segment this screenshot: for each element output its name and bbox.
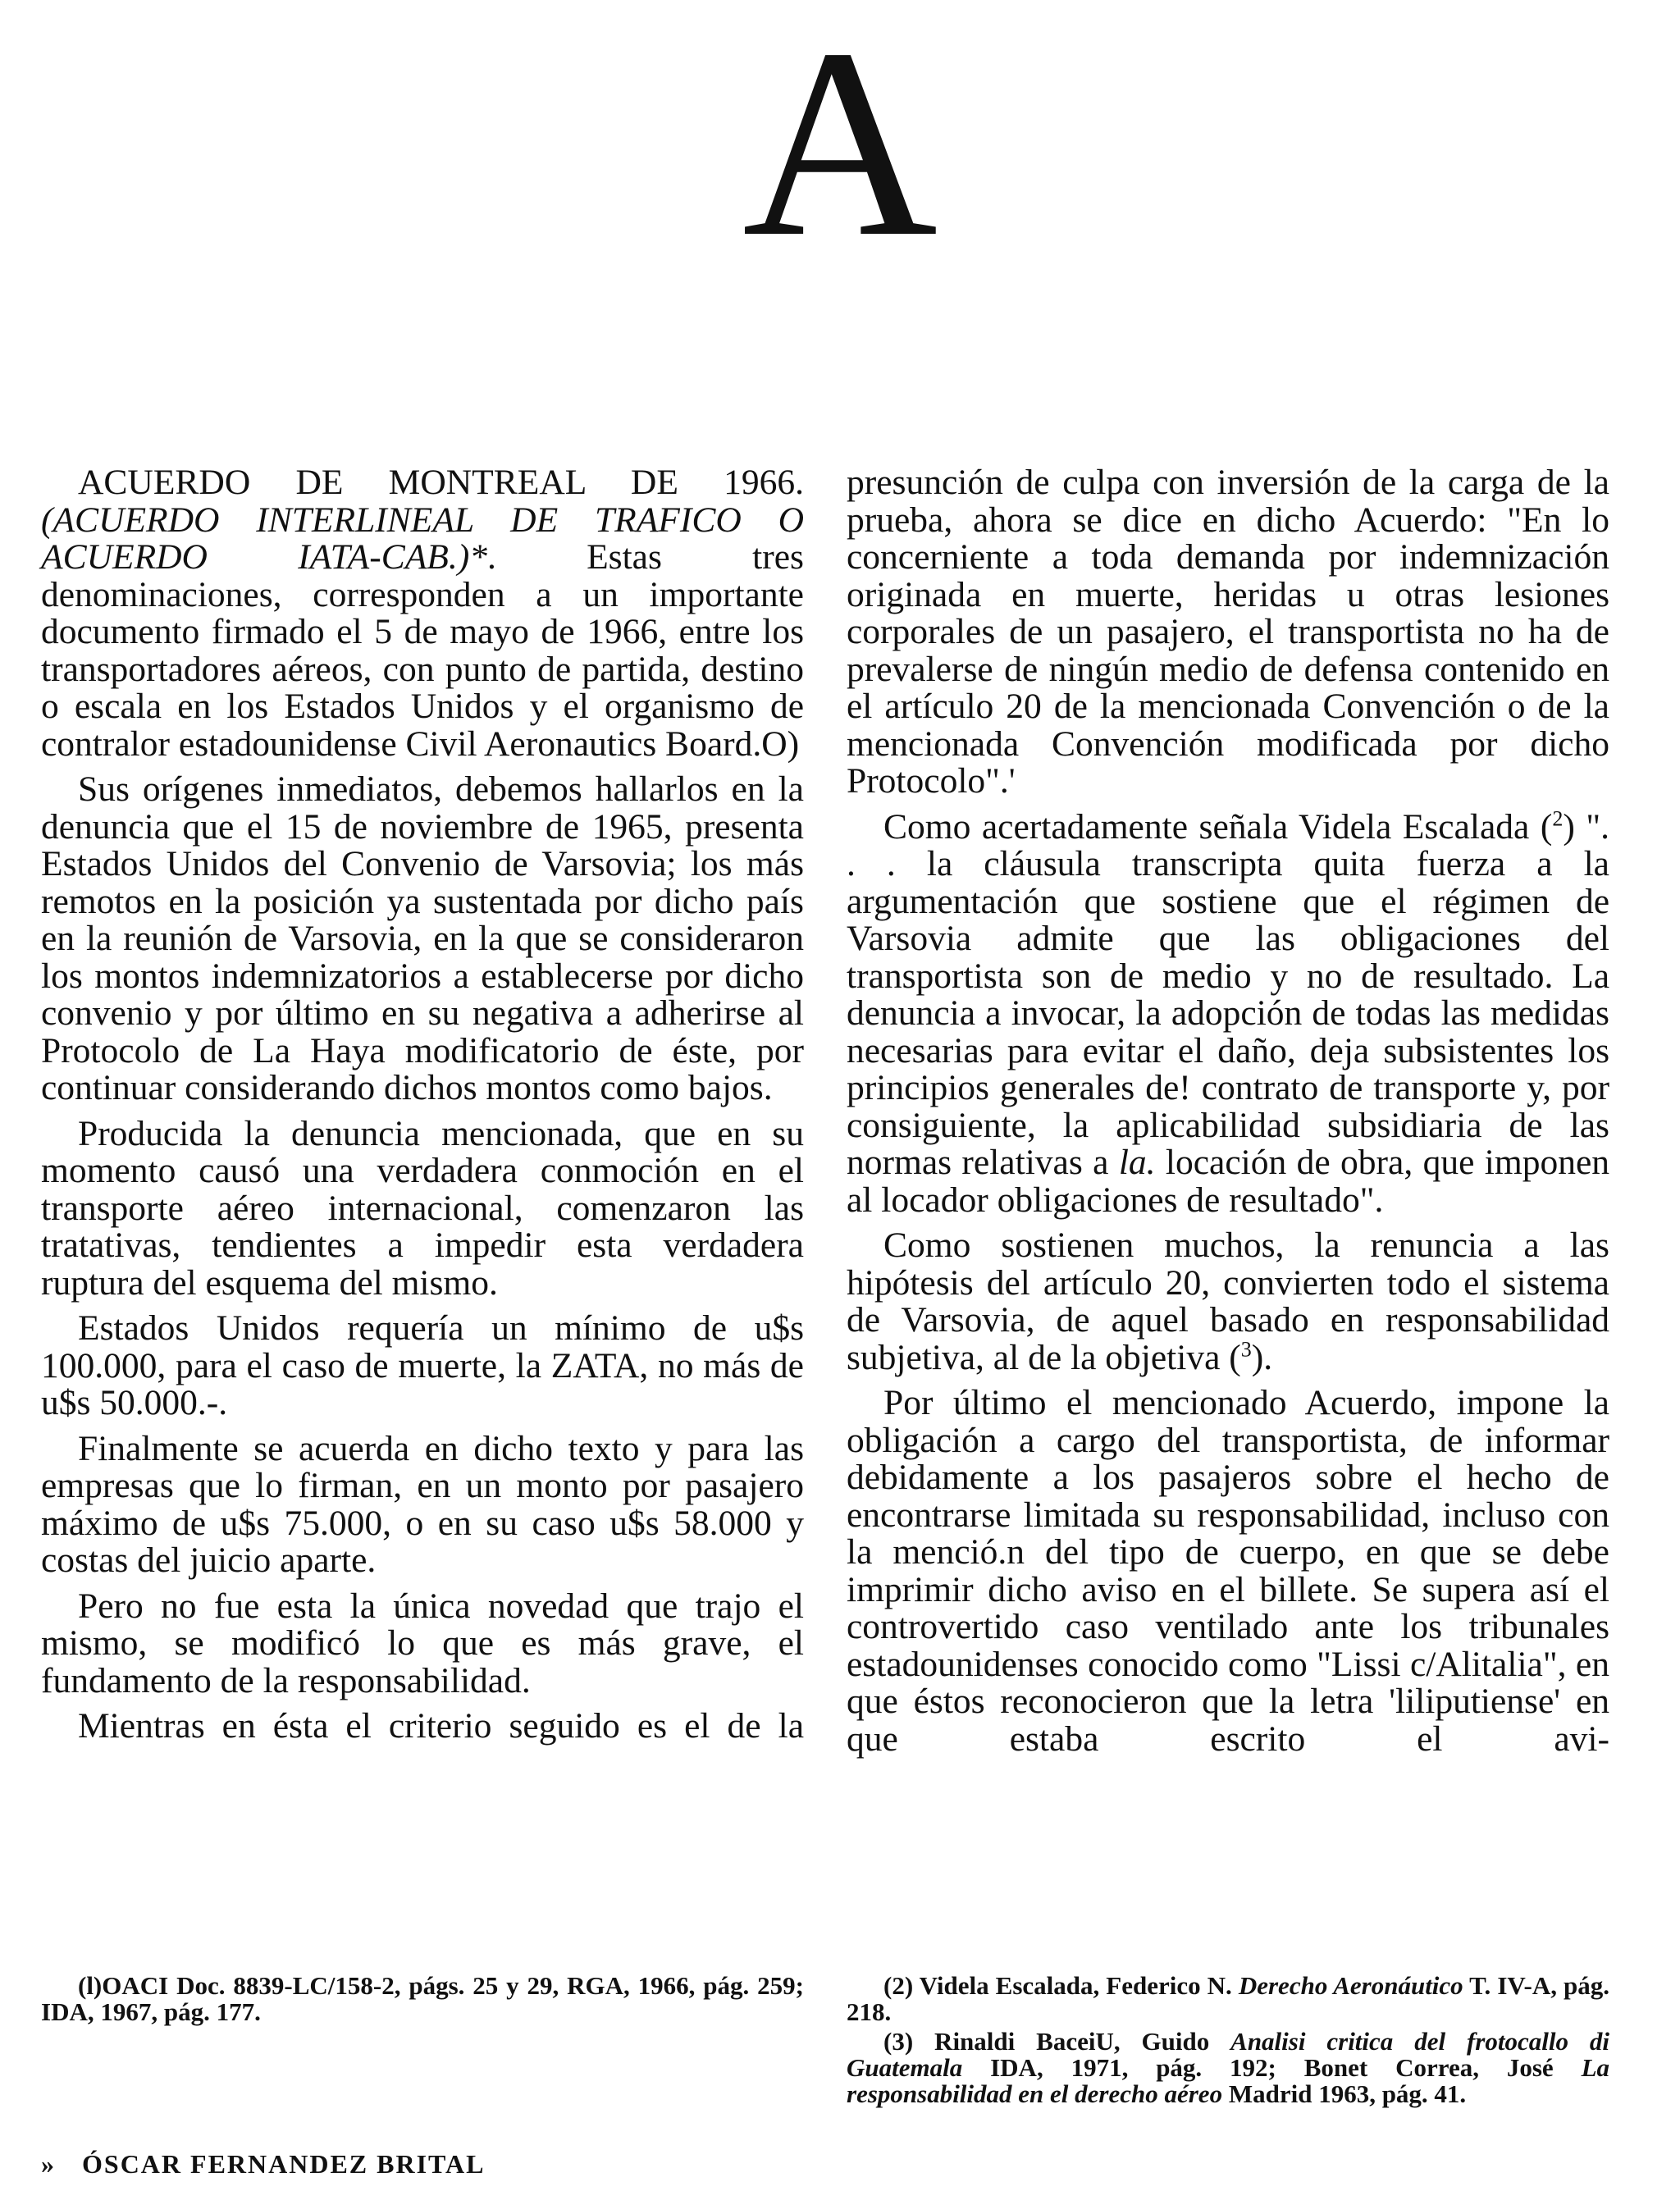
text-run: Como acertadamente señala Videla Escalada ( (883, 806, 1553, 847)
footnotes-left (41, 1973, 804, 2029)
entry-text: . Estas tres denominaciones, corresponden a un importante documento firmado el 5 de mayo de 1966, entre los transportadores aéreos, con punto de partida, destino o escala en los Estados Unidos y el organismo de contralor estadounidense Civil Aeronautics Board.O) (41, 537, 804, 764)
text-run: locación de obra, que imponen al locador obligaciones de resultado". (847, 1143, 1609, 1220)
text-run: ). (1251, 1337, 1273, 1377)
paragraph-videla (847, 806, 1609, 1220)
italic-run: Derecho Aeronáutico (1238, 1971, 1463, 2000)
footnote-1: (l)OACI Doc. 8839-LC/158-2, págs. 25 y 29, RGA, 1966, pág. 259; IDA, 1967, pág. 177. (41, 1971, 804, 2026)
paragraph-minimum: Estados Unidos requería un mínimo de u$s 100.000, para el caso de muerte, la ZATA, no más de u$s 50.000.-. (41, 1308, 804, 1422)
text-run: (2) Videla Escalada, Federico N. (883, 1971, 1239, 2000)
paragraph-origins: Sus orígenes inmediatos, debemos hallarlos en la denuncia que el 15 de noviembre de 1965, presenta Estados Unidos del Convenio de Varsovia; los más remotos en la posición ya sustentada por dicho país en la reunión de Varsovia, en la que se consideraron los montos indemnizatorios a establecerse por dicho convenio y por último en su negativa a adherirse al Protocolo de La Haya modificatorio de éste, por continuar considerando dichos montos como bajos. (41, 769, 804, 1107)
paragraph-obligacion: Por último el mencionado Acuerdo, impone la obligación a cargo del transportista, de informar debidamente a los pasajeros sobre el hecho de encontrarse limitada su responsabilidad, incluso con la menció.n del tipo de cuerpo, en que se debe imprimir dicho aviso en el billete. Se supera así el controvertido caso ventilado ante los tribunales estadounidenses conocido como "Lissi c/Alitalia", en que éstos reconocieron que la letra 'liliputiense' en que estaba escrito el avi- (847, 1383, 1609, 1759)
paragraph-criterio: Mientras en ésta el criterio seguido es el de la (78, 1706, 804, 1746)
author-signature (41, 2149, 485, 2179)
author-mark: » (41, 2149, 56, 2179)
paragraph-denuncia: Producida la denuncia mencionada, que en su momento causó una verdadera conmoción en el transporte aéreo internacional, comenzaron las tratativas, tendientes a impedir esta verdadera ruptura del esquema del mismo. (41, 1113, 804, 1303)
text-run: (3) Rinaldi BaceiU, Guido (883, 2027, 1231, 2056)
right-column (847, 464, 1609, 1766)
paragraph-presuncion: presunción de culpa con inversión de la carga de la prueba, ahora se dice en dicho Acuerdo: "En lo concerniente a toda demanda por indemnización originada en muerte, heridas u otras lesiones corporales de un pasajero, el transportista no ha de prevalerse de ningún medio de defensa contenido en el artículo 20 de la mencionada Convención o de la mencionada Convención modificada por dicho Protocolo".' (847, 463, 1609, 801)
italic-run: Analisi critica del frotocallo di Guatemala (847, 2027, 1609, 2082)
footnote-ref-2: 2 (1552, 806, 1564, 830)
entry-alt-names: (ACUERDO INTERLINEAL DE TRAFICO O ACUERDO IATA-CAB.)* (41, 500, 804, 577)
text-run: Madrid 1963, pág. 41. (1222, 2079, 1467, 2108)
paragraph-renuncia (847, 1227, 1609, 1376)
paragraph-monto: Finalmente se acuerda en dicho texto y para las empresas que lo firman, en un monto por pasajero máximo de u$s 75.000, o en su caso u$s 58.000 y costas del juicio aparte. (41, 1428, 804, 1580)
text-run: ) ". . . la cláusula transcripta quita fuerza a la argumentación que sostiene que el régimen de Varsovia admite que las obligaciones del transportista son de medio y no de resultado. La denuncia a invocar, la adopción de todas las medidas necesarias para evitar el daño, deja subsistentes los principios generales de! contrato de transporte y, por consiguiente, la aplicabilidad subsidiaria de las normas relativas a (847, 806, 1609, 1182)
text-run: T. IV-A, pág. 218. (847, 1971, 1609, 2026)
entry-heading: ACUERDO DE MONTREAL DE 1966. (78, 463, 804, 502)
text-run: IDA, 1971, pág. 192; Bonet Correa, José (962, 2053, 1582, 2082)
footnote-2 (847, 1973, 1609, 2025)
left-column (41, 464, 804, 1754)
italic-run: la. (1118, 1143, 1156, 1182)
text-run: Como sostienen muchos, la renuncia a las hipótesis del artículo 20, convierten todo el sistema de Varsovia, de aquel basado en responsabilidad subjetiva, al de la objetiva ( (847, 1226, 1609, 1377)
italic-run: La responsabilidad en el derecho aéreo (847, 2053, 1609, 2108)
paragraph-novedad: Pero no fue esta la única novedad que trajo el mismo, se modificó lo que es más grave, el fundamento de la responsabilidad. (41, 1586, 804, 1700)
footnote-3 (847, 2029, 1609, 2107)
footnote-ref-3: 3 (1240, 1337, 1252, 1361)
paragraph-acuerdo-montreal (41, 464, 804, 763)
author-name: ÓSCAR FERNANDEZ BRITAL (82, 2149, 486, 2179)
section-letter: A (742, 0, 938, 293)
footnotes-right (847, 1973, 1609, 2111)
